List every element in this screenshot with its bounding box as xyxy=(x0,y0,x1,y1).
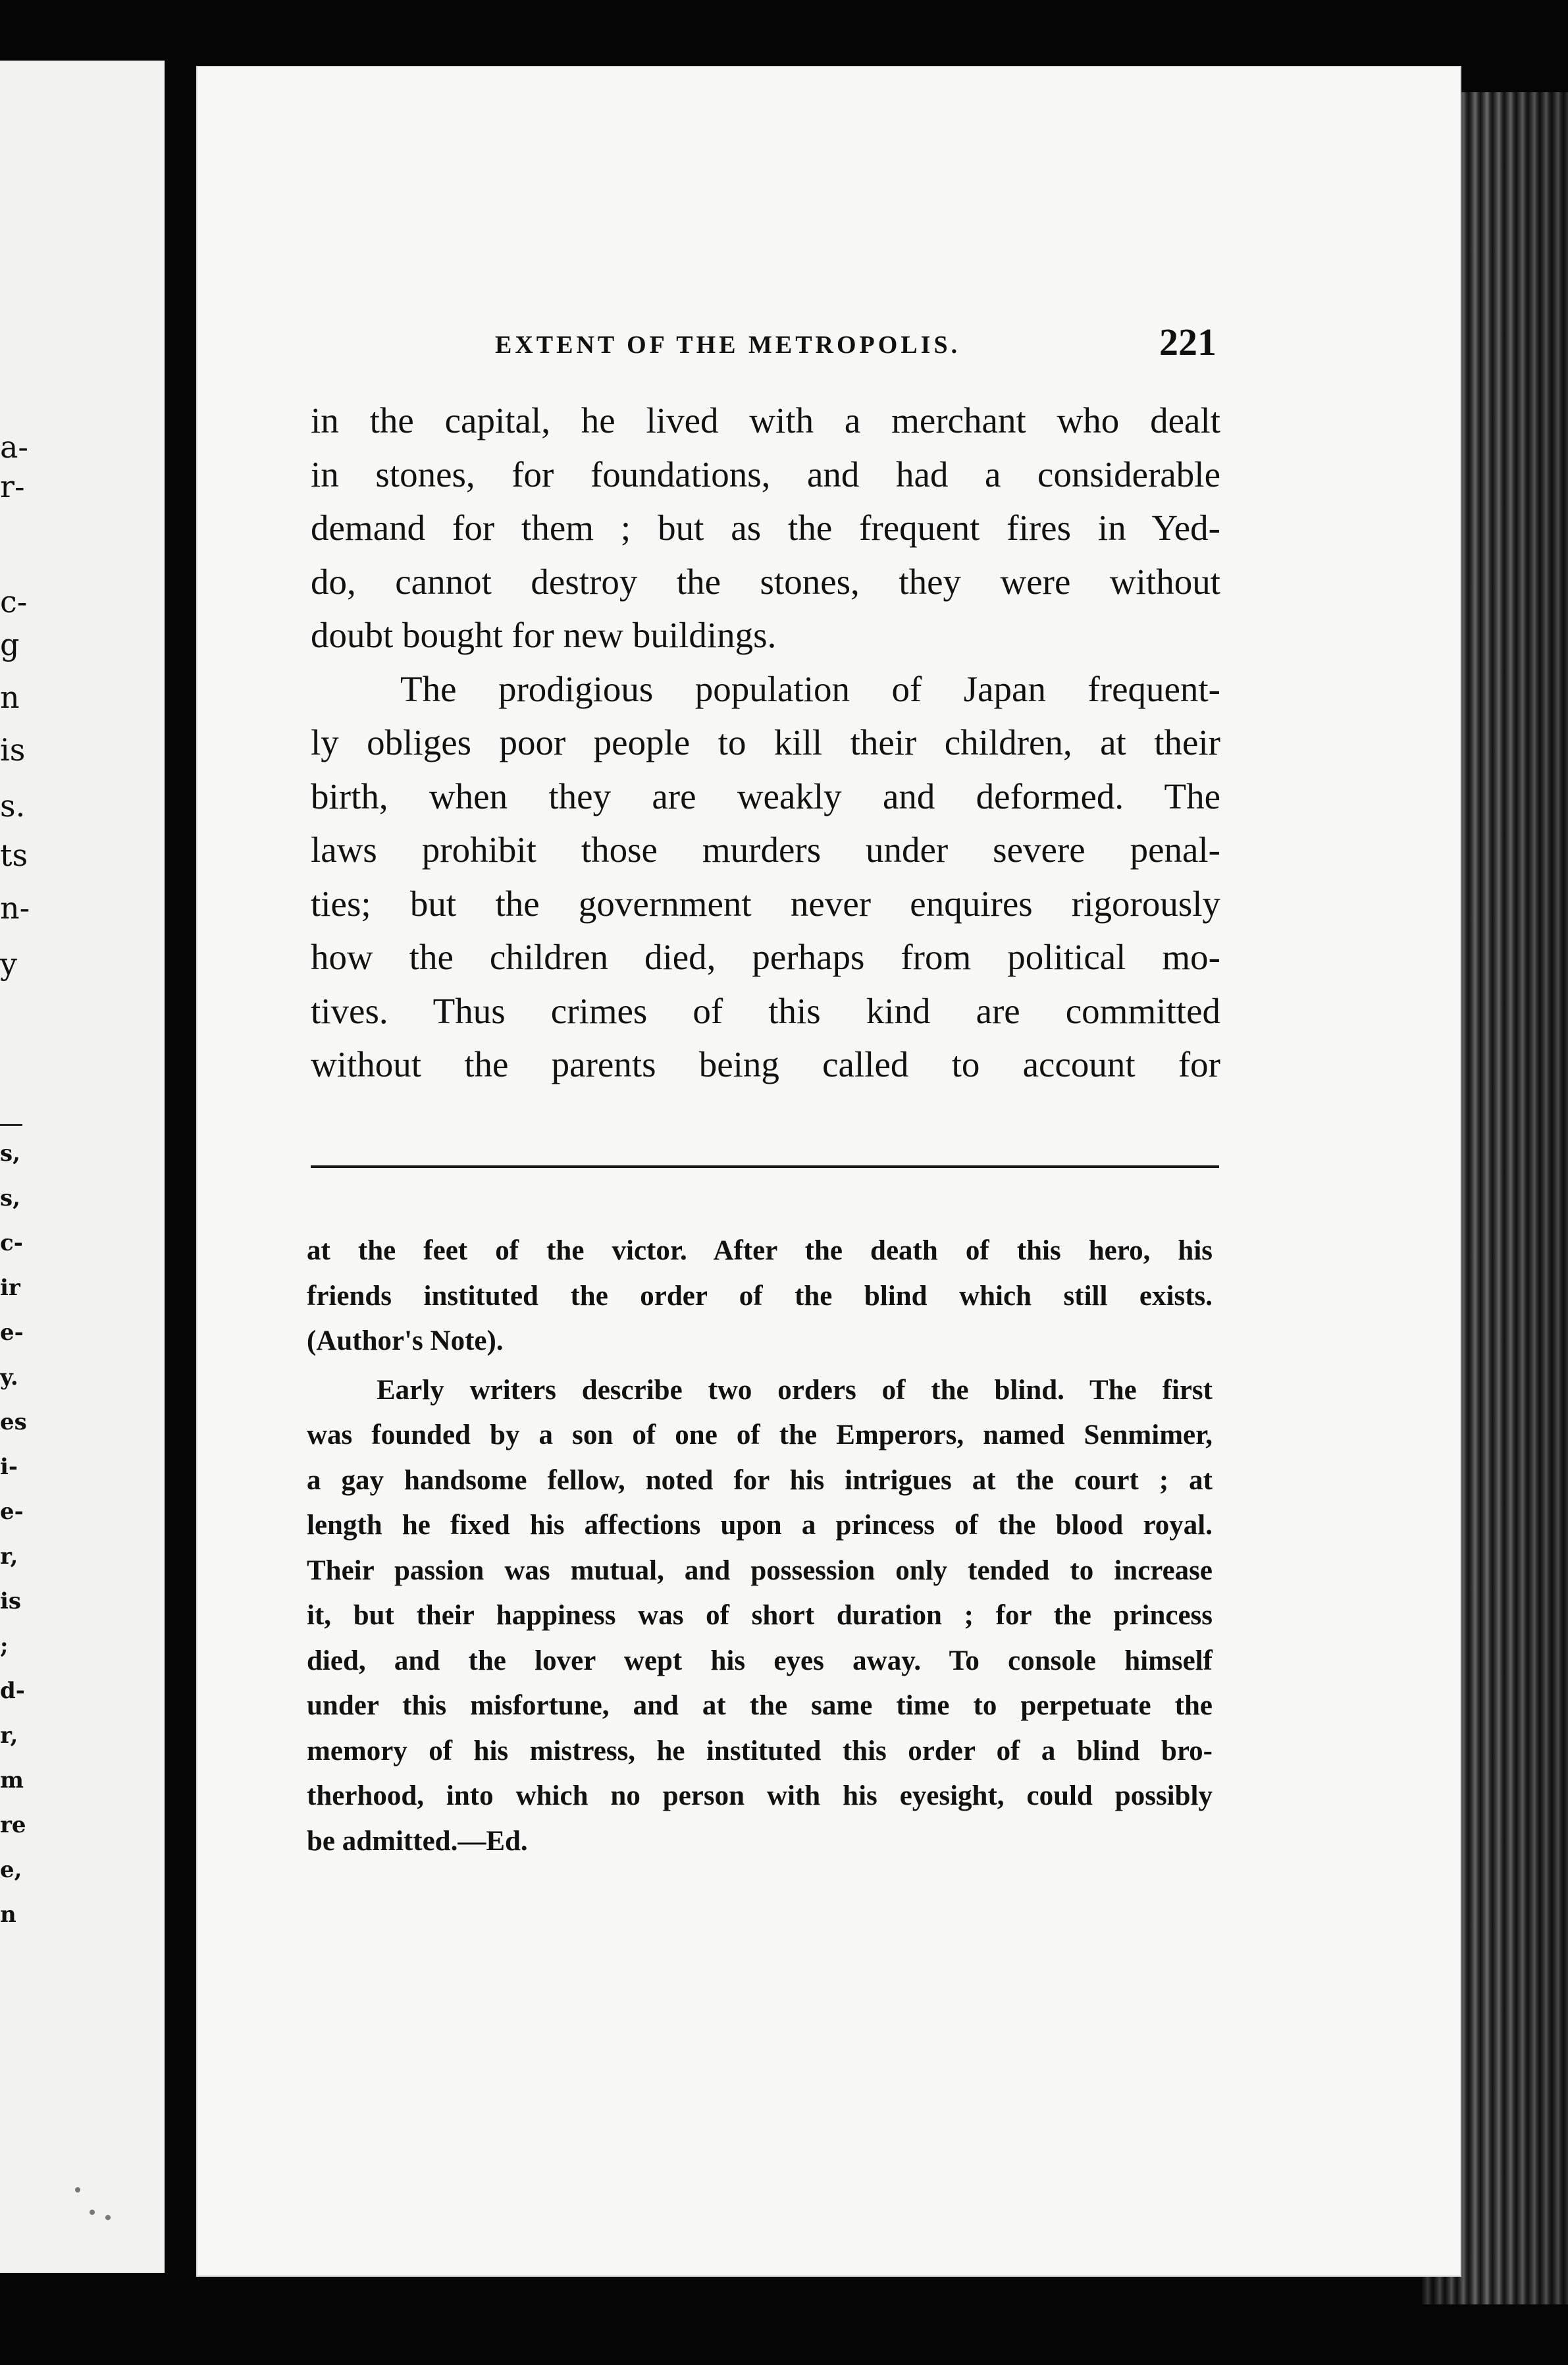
page-header xyxy=(298,321,1226,370)
text-line: ties; but the government never enquires rigorously xyxy=(311,883,1220,924)
left-note-fragment: es xyxy=(0,1409,27,1435)
editor-note-line: memory of his mistress, he instituted this order of a blind bro- xyxy=(307,1735,1213,1767)
left-fragment: c- xyxy=(0,584,28,620)
paragraph-2 xyxy=(311,662,1220,1092)
left-fragment: n- xyxy=(0,890,30,926)
footnote-rule xyxy=(311,1165,1219,1168)
left-fragment: y xyxy=(0,946,17,982)
editor-note-line: Early writers describe two orders of the blind. The first xyxy=(377,1374,1213,1406)
left-note-fragment: s, xyxy=(0,1185,20,1211)
left-fragment: r- xyxy=(0,469,25,504)
running-head: EXTENT OF THE METROPOLIS. xyxy=(495,331,961,359)
main-text xyxy=(311,394,1220,1092)
left-footnote-rule xyxy=(0,1124,22,1126)
editor-note-line: was founded by a son of one of the Emperors, named Senmimer, xyxy=(307,1420,1213,1450)
text-line: The prodigious population of Japan frequent- xyxy=(400,668,1220,709)
text-line: doubt bought for new buildings. xyxy=(311,615,777,655)
footnote-line: at the feet of the victor. After the death of this hero, his xyxy=(307,1235,1213,1266)
editor-note-line: a gay handsome fellow, noted for his intrigues at the court ; at xyxy=(307,1464,1213,1496)
text-line: do, cannot destroy the stones, they were without xyxy=(311,561,1220,602)
left-note-fragment: s, xyxy=(0,1140,20,1167)
scan-speck xyxy=(75,2187,80,2192)
left-note-fragment: r, xyxy=(0,1543,18,1570)
left-fragment: a- xyxy=(0,429,28,465)
left-note-fragment: m xyxy=(0,1767,24,1794)
text-line: birth, when they are weakly and deformed. The xyxy=(311,776,1220,816)
editor-note-line: it, but their happiness was of short duration ; for the princess xyxy=(307,1600,1213,1631)
paragraph-1 xyxy=(311,394,1220,662)
text-line: tives. Thus crimes of this kind are committed xyxy=(311,990,1220,1031)
left-note-fragment: ; xyxy=(0,1633,9,1659)
editor-note-line: died, and the lover wept his eyes away. To console himself xyxy=(307,1645,1213,1676)
left-note-fragment: r, xyxy=(0,1722,18,1749)
left-note-fragment: e, xyxy=(0,1857,22,1883)
scan-speck xyxy=(105,2215,111,2220)
left-fragment: n xyxy=(0,679,20,715)
left-note-fragment: n xyxy=(0,1901,16,1928)
left-note-fragment: e- xyxy=(0,1499,24,1525)
left-note-fragment: i- xyxy=(0,1454,18,1480)
page-number: 221 xyxy=(1159,321,1216,363)
editor-note-line: under this misfortune, and at the same time to perpetuate the xyxy=(307,1690,1213,1721)
left-note-fragment: is xyxy=(0,1588,22,1614)
left-fragment: g xyxy=(0,627,20,662)
left-note-fragment: d- xyxy=(0,1678,25,1704)
left-note-fragment: y. xyxy=(0,1364,18,1391)
text-line: in the capital, he lived with a merchant who dealt xyxy=(311,400,1220,440)
text-line: demand for them ; but as the frequent fires in Yed- xyxy=(311,508,1220,548)
footnotes xyxy=(307,1229,1213,1864)
editor-note-line: Their passion was mutual, and possession only tended to increase xyxy=(307,1555,1213,1586)
editor-note-line: length he fixed his affections upon a princess of the blood royal. xyxy=(307,1510,1213,1541)
text-line: laws prohibit those murders under severe penal- xyxy=(311,830,1220,870)
text-line: how the children died, perhaps from political mo- xyxy=(311,937,1220,977)
previous-page-fragment xyxy=(0,61,165,2273)
left-note-fragment: e- xyxy=(0,1319,24,1346)
scan-speck xyxy=(90,2210,95,2215)
left-note-fragment: c- xyxy=(0,1230,23,1256)
footnote-line: (Author's Note). xyxy=(307,1325,504,1356)
editor-note-line: be admitted.—Ed. xyxy=(307,1825,528,1857)
left-fragment: is xyxy=(0,732,26,768)
left-fragment: ts xyxy=(0,837,28,873)
text-line: without the parents being called to account for xyxy=(311,1044,1220,1084)
footnote-line: friends instituted the order of the blind which still exists. xyxy=(307,1280,1213,1312)
text-line: in stones, for foundations, and had a considerable xyxy=(311,454,1220,494)
editor-note-line: therhood, into which no person with his eyesight, could possibly xyxy=(307,1780,1213,1811)
text-line: ly obliges poor people to kill their children, at their xyxy=(311,722,1220,762)
left-fragment: s. xyxy=(0,788,26,824)
left-note-fragment: re xyxy=(0,1812,26,1838)
left-note-fragment: ir xyxy=(0,1275,20,1301)
